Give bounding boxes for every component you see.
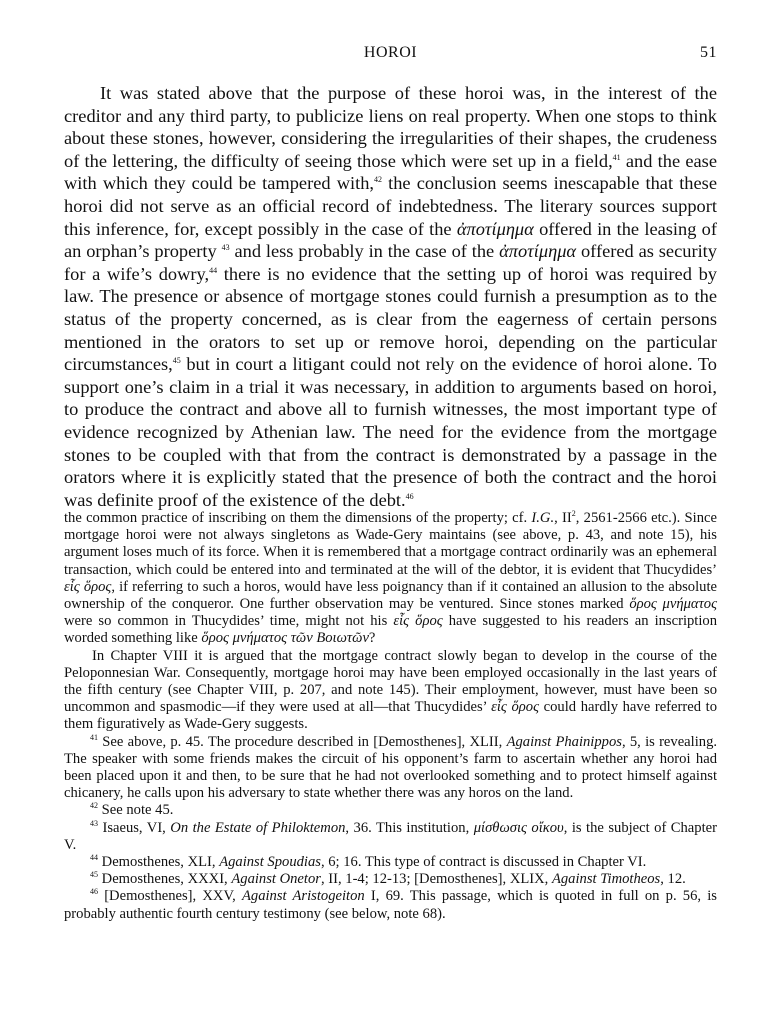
footnote-number: 43 bbox=[90, 818, 98, 828]
note-text: could hardly have referred to them figuratively as Wade-Gery suggests. bbox=[64, 699, 717, 733]
greek-term: μίσθωσις οἴκου bbox=[473, 819, 564, 836]
footnote-number: 44 bbox=[90, 853, 98, 863]
footnote-number: 41 bbox=[90, 732, 98, 742]
footnote-ref-43[interactable]: 43 bbox=[221, 243, 230, 253]
greek-term: εἷς ὅρος bbox=[64, 578, 112, 595]
main-paragraph bbox=[64, 82, 717, 511]
note-italic: I.G. bbox=[531, 510, 555, 526]
page-header bbox=[64, 44, 717, 68]
greek-term: ὅρος μνήματος τῶν Βοιωτῶν bbox=[201, 630, 369, 647]
note-italic: Against Timotheos bbox=[551, 871, 661, 888]
note-text: Isaeus, VI, bbox=[98, 819, 171, 836]
footnote-45 bbox=[64, 871, 717, 888]
body-text: and less probably in the case of the bbox=[229, 241, 500, 262]
note-text: , 6; 16. This type of contract is discussed in Chapter VI. bbox=[320, 854, 647, 871]
note-text: , is the subject of Chapter V. bbox=[64, 819, 717, 853]
body-text: and the ease with which they could be tampered with, bbox=[64, 150, 717, 194]
footnote-44 bbox=[64, 854, 717, 871]
body-text: offered as security for a wife’s dowry, bbox=[64, 241, 717, 284]
note-text: , II bbox=[554, 510, 572, 526]
footnote-ref-44[interactable]: 44 bbox=[209, 265, 218, 275]
note-text: Demosthenes, XXXI, bbox=[98, 871, 232, 888]
body-text: but in court a litigant could not rely on the evidence of horoi alone. To support one’s claim in a trial it was necessary, in addition to arguments based on horoi, to produce the contract and above all to furnish witnesses, the most important type of evidence recognized by Athenian law. The need for the evidence from the mortgage stones to be coupled with that from the contract is demonstrated by a passage in the orators where it is explicitly stated that the presence of both the contract and the horoi was definite proof of the existence of the debt. bbox=[64, 354, 717, 510]
body-text: It was stated above that the purpose of these horoi was, in the interest of the creditor and any third party, to publicize liens on real property. When one stops to think about these stones, however, considering the irregularities of their shapes, the crudeness of the lettering, the difficulty of seeing those which were set up in a field, bbox=[64, 83, 717, 171]
greek-term: ὅρος μνήματος bbox=[629, 596, 718, 613]
greek-term: εἷς ὅρος bbox=[491, 699, 539, 716]
body-text: there is no evidence that the setting up of horoi was required by law. The presence or absence of mortgage stones could furnish a presumption as to the status of the property concerned, as is clear from the eagerness of certain persons mentioned in the orators to set up or remove horoi, depending on the particular circumstances, bbox=[64, 263, 717, 375]
footnote-ref-41[interactable]: 41 bbox=[612, 152, 621, 162]
note-text: , 36. This institution, bbox=[345, 819, 474, 836]
superscript: 2 bbox=[571, 509, 576, 519]
note-italic: Against Aristogeiton bbox=[241, 888, 365, 905]
page-number: 51 bbox=[700, 44, 717, 61]
note-text: See note 45. bbox=[98, 802, 174, 819]
note-text: , 2561-2566 etc.). Since mortgage horoi were not always singletons as Wade-Gery maintains (see above, p. 43, and note 15), his argument loses much of its force. When it is remembered that a mortgage contract ordinarily was an ephemeral transaction, which could be entered into and terminated at the will of the debtor, it is evident that Thucydides’ bbox=[64, 510, 717, 578]
footnote-number: 45 bbox=[90, 870, 98, 880]
body-text: the conclusion seems inescapable that these horoi did not serve as an official record of indebtedness. The literary sources support this inference, for, except possibly in the case of the bbox=[64, 173, 717, 239]
footnote-ref-42[interactable]: 42 bbox=[374, 175, 382, 185]
greek-term: ἀποτίμημα bbox=[456, 218, 534, 239]
greek-term: ἀποτίμημα bbox=[499, 241, 577, 262]
note-text: , 5, is revealing. The speaker with some friends makes the circuit of his opponent’s farm to ascertain whether any horoi had been placed upon it and then, to be sure that he had not overlooked something and to protect himself against chicanery, he calls upon his adversary to state whether there was any horos on the land. bbox=[64, 733, 718, 802]
note-italic: On the Estate of Philoktemon bbox=[170, 819, 346, 836]
footnote-42 bbox=[64, 802, 717, 819]
note-text: the common practice of inscribing on them the dimensions of the property; cf. bbox=[64, 510, 532, 526]
note-text: I, 69. This passage, which is quoted in full on p. 56, is probably authentic fourth century testimony (see below, note 68). bbox=[64, 888, 717, 922]
note-italic: Against Onetor bbox=[231, 871, 321, 888]
note-text: ? bbox=[368, 630, 376, 647]
body-text: offered in the leasing of an orphan’s property bbox=[64, 218, 717, 262]
footnotes bbox=[64, 510, 717, 923]
note-text: , if referring to such a horos, would have less poignancy than if it contained an allusion to the absolute ownership of the conqueror. One further observation may be ventured. Since stones marked bbox=[64, 578, 717, 613]
footnote-ref-45[interactable]: 45 bbox=[172, 356, 181, 365]
footnote-continuation bbox=[64, 510, 717, 648]
footnote-paragraph bbox=[64, 648, 717, 734]
note-text: Demosthenes, XLI, bbox=[98, 854, 220, 871]
footnote-number: 42 bbox=[90, 801, 98, 811]
note-italic: Against Spoudias bbox=[219, 854, 321, 871]
note-text: In Chapter VIII it is argued that the mortgage contract slowly began to develop in the course of the Peloponnesian War. Consequently, mortgage horoi may have been employed occasionally in the last years of the fifth century (see Chapter VIII, p. 207, and note 145). Their employment, however, must have been so uncommon and spasmodic—if they were used at all—that Thucydides’ bbox=[64, 647, 717, 716]
note-text: , II, 1-4; 12-13; [Demosthenes], XLIX, bbox=[320, 871, 552, 888]
footnote-ref-46[interactable]: 46 bbox=[405, 491, 414, 501]
note-text: were so common in Thucydides’ time, might not his bbox=[64, 613, 394, 630]
note-text: , 12. bbox=[660, 871, 686, 888]
note-text: have suggested to his readers an inscription worded something like bbox=[64, 613, 717, 647]
running-head: HOROI bbox=[363, 44, 418, 61]
footnote-41 bbox=[64, 734, 717, 803]
greek-term: εἷς ὅρος bbox=[393, 613, 443, 630]
note-text: [Demosthenes], XXV, bbox=[98, 888, 242, 905]
note-italic: Against Phainippos bbox=[506, 733, 622, 750]
footnote-number: 46 bbox=[90, 887, 98, 897]
footnote-46 bbox=[64, 888, 717, 922]
note-text: See above, p. 45. The procedure described in [Demosthenes], XLII, bbox=[98, 733, 507, 750]
footnote-43 bbox=[64, 820, 717, 854]
